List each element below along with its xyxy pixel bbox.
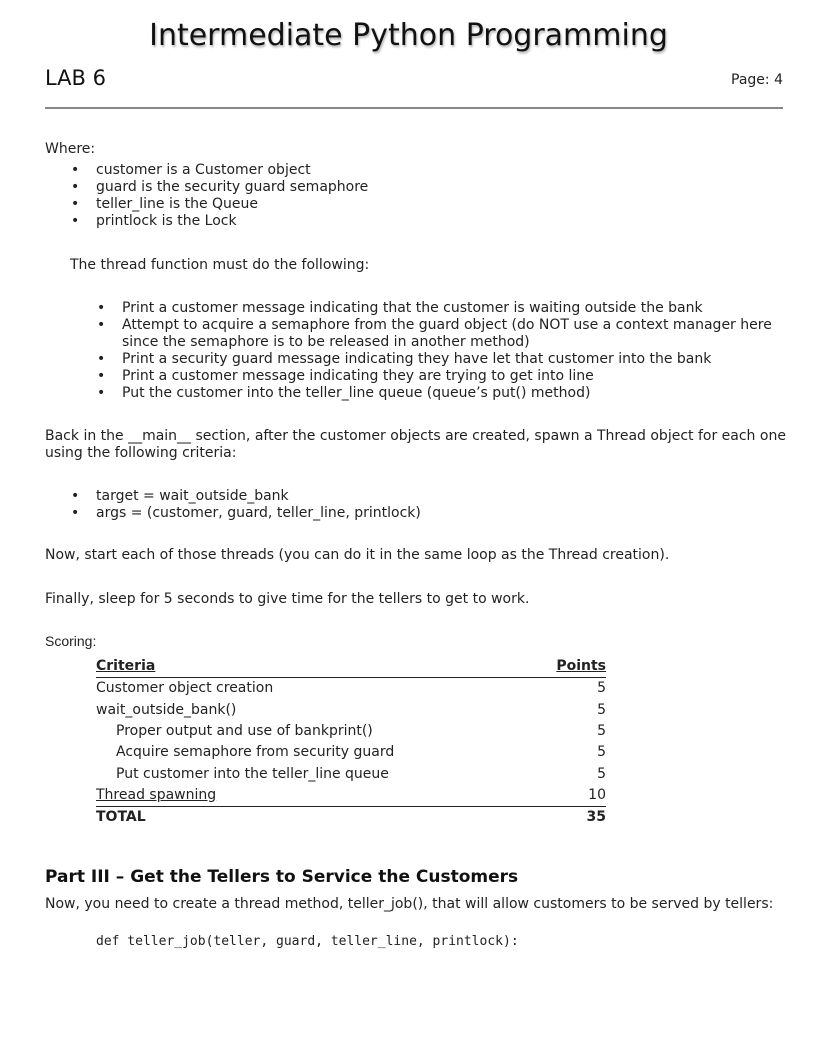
page-number: Page: 4 — [731, 72, 783, 88]
table-row — [96, 763, 606, 784]
code-signature: def teller_job(teller, guard, teller_line, printlock): — [96, 934, 519, 949]
lab-label: LAB 6 — [45, 66, 106, 90]
list-item: • Attempt to acquire a semaphore from the guard object (do NOT use a context manager here since the semaphore is to be released in another method) — [122, 317, 792, 351]
scoring-table — [96, 656, 606, 828]
list-item: • printlock is the Lock — [96, 213, 368, 230]
criteria-cell: Thread spawning — [96, 785, 533, 807]
thread-function-steps — [122, 300, 792, 402]
list-item: • Print a customer message indicating that the customer is waiting outside the bank — [122, 300, 792, 317]
table-row — [96, 742, 606, 763]
thread-function-intro: The thread function must do the following: — [70, 257, 370, 273]
sleep-text: Finally, sleep for 5 seconds to give time for the tellers to get to work. — [45, 591, 530, 607]
scoring-label: Scoring: — [45, 633, 97, 649]
points-header: Points — [533, 656, 606, 678]
criteria-cell: Customer object creation — [96, 680, 274, 697]
list-item: • Print a security guard message indicating they have let that customer into the bank — [122, 351, 792, 368]
start-threads-text: Now, start each of those threads (you can do it in the same loop as the Thread creation). — [45, 547, 670, 563]
list-item: • guard is the security guard semaphore — [96, 179, 368, 196]
list-item: • customer is a Customer object — [96, 162, 368, 179]
points-cell: 10 — [533, 785, 606, 807]
list-item: • Put the customer into the teller_line queue (queue’s put() method) — [122, 385, 792, 402]
points-cell: 5 — [597, 744, 606, 761]
points-cell: 5 — [597, 765, 606, 782]
criteria-cell: wait_outside_bank() — [96, 701, 237, 718]
criteria-cell: Proper output and use of bankprint() — [116, 723, 373, 740]
points-cell: 5 — [597, 680, 606, 697]
list-item: • Print a customer message indicating they are trying to get into line — [122, 368, 792, 385]
where-list — [96, 162, 368, 230]
table-row — [96, 785, 606, 807]
criteria-cell: Acquire semaphore from security guard — [116, 744, 395, 761]
points-cell: 5 — [597, 701, 606, 718]
list-item: • args = (customer, guard, teller_line, printlock) — [96, 505, 421, 522]
where-label: Where: — [45, 141, 96, 157]
main-section-text: Back in the __main__ section, after the customer objects are created, spawn a Thread object for each one using the following criteria: — [45, 428, 786, 461]
total-points: 35 — [586, 809, 606, 826]
criteria-cell: Put customer into the teller_line queue — [116, 765, 389, 782]
part-heading: Part III – Get the Tellers to Service the Customers — [45, 867, 519, 887]
thread-criteria-list — [96, 488, 421, 522]
document-title: Intermediate Python Programming — [149, 18, 668, 53]
part-intro-text: Now, you need to create a thread method, teller_job(), that will allow customers to be served by tellers: — [45, 896, 774, 912]
table-row — [96, 700, 606, 721]
criteria-header: Criteria — [96, 656, 533, 678]
total-row — [96, 807, 606, 829]
table-row — [96, 721, 606, 742]
list-item: • teller_line is the Queue — [96, 196, 368, 213]
header-divider — [45, 107, 783, 109]
table-header-row — [96, 656, 606, 678]
points-cell: 5 — [597, 723, 606, 740]
total-label: TOTAL — [96, 809, 146, 826]
list-item: • target = wait_outside_bank — [96, 488, 421, 505]
table-row — [96, 678, 606, 700]
